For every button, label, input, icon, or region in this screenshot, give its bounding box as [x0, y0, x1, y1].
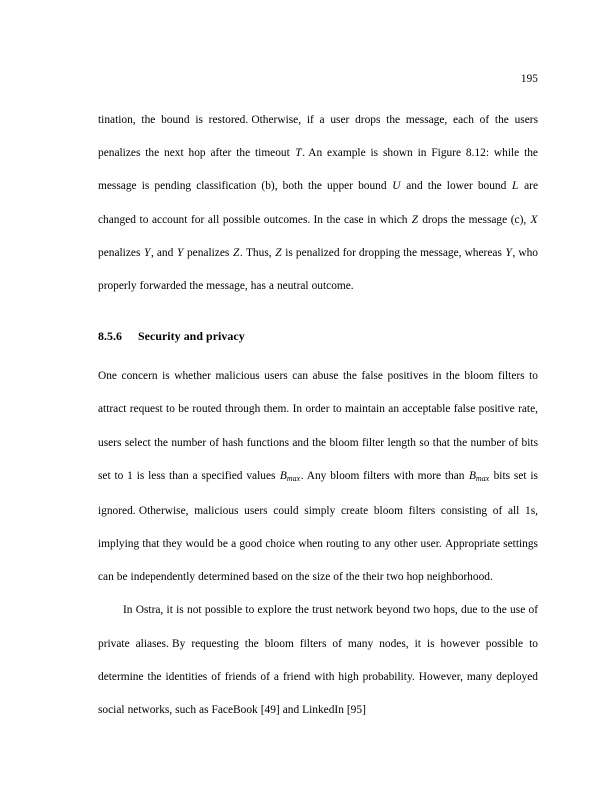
- text-run: In the case in which: [313, 213, 412, 226]
- text-run: .: [302, 147, 306, 160]
- math-var-Z-1: Z: [411, 213, 419, 226]
- math-var-Z-3: Z: [275, 246, 282, 259]
- section-title: Security and privacy: [138, 329, 245, 344]
- text-run: is penalized for dropping the message, whereas: [282, 246, 505, 259]
- text-run: tination, the bound is restored.: [98, 114, 249, 126]
- text-run: One concern is whether malicious users can abuse the false positives in the bloom filters to attract request to be routed through them. In order to maintain an acceptable false positive rate, users select the number of hash functions and the bloom filter length so that the number of bits set to 1 is less than a specified values: [98, 370, 538, 482]
- page-text-block: [98, 104, 538, 727]
- math-var-Bmax-2: [468, 470, 489, 482]
- text-run: Otherwise, if a user drops the message, each of the users penalizes the next hop after the timeout: [98, 114, 538, 160]
- text-run: and the lower bound: [401, 180, 512, 193]
- math-var-Y-1: Y: [144, 246, 151, 259]
- math-var-subscript: max: [286, 473, 301, 483]
- text-run: drops the message (c),: [418, 213, 530, 226]
- text-run: By requesting the bloom filters of many nodes, it is however possible to determine the identities of friends of a friend with high probability. However, many deployed social networks, such as FaceBook [49] and LinkedIn [95]: [98, 637, 538, 716]
- paragraph-continuation: [98, 104, 538, 303]
- math-var-Y-2: Y: [176, 246, 184, 259]
- math-var-base: B: [279, 469, 287, 482]
- text-run: Appropriate settings can be independently determined based on the size of the their two hop neighborhood.: [98, 537, 538, 584]
- paragraph-security-privacy: [98, 360, 538, 594]
- math-var-subscript: max: [475, 473, 490, 483]
- math-var-base: B: [468, 469, 476, 482]
- text-run: penalizes: [98, 246, 144, 259]
- paragraph-ostra: [98, 594, 538, 727]
- text-run: Any bloom filters with more than: [306, 469, 469, 482]
- math-var-Bmax-1: [279, 470, 300, 482]
- text-run: , and: [150, 246, 177, 259]
- section-heading: [98, 303, 538, 360]
- math-var-X: X: [530, 213, 538, 226]
- math-var-Y-3: Y: [505, 246, 512, 259]
- text-run: Otherwise, malicious users could simply create bloom filters consisting of all 1s, implying that they would be a good choice when routing to any other user.: [98, 504, 538, 550]
- math-var-U: U: [392, 180, 401, 193]
- text-run: bits set is ignored.: [98, 469, 538, 517]
- section-number: 8.5.6: [98, 329, 123, 344]
- page-number: 195: [520, 73, 538, 85]
- text-run: Thus,: [245, 246, 275, 259]
- text-run: An example is shown in Figure 8.12: while the message is pending classification (b), both the upper bound: [98, 147, 538, 193]
- text-run: , who properly forwarded the message, has a neutral outcome.: [98, 246, 538, 293]
- text-run: .: [239, 246, 243, 259]
- text-run: are changed to account for all possible outcomes.: [98, 180, 539, 226]
- math-var-Z-2: Z: [232, 246, 240, 259]
- text-run: penalizes: [183, 246, 233, 259]
- math-var-T: T: [295, 147, 302, 160]
- math-var-L: L: [512, 180, 519, 193]
- text-run: .: [300, 469, 304, 482]
- text-run: In Ostra, it is not possible to explore the trust network beyond two hops, due to the use of private aliases.: [98, 604, 538, 650]
